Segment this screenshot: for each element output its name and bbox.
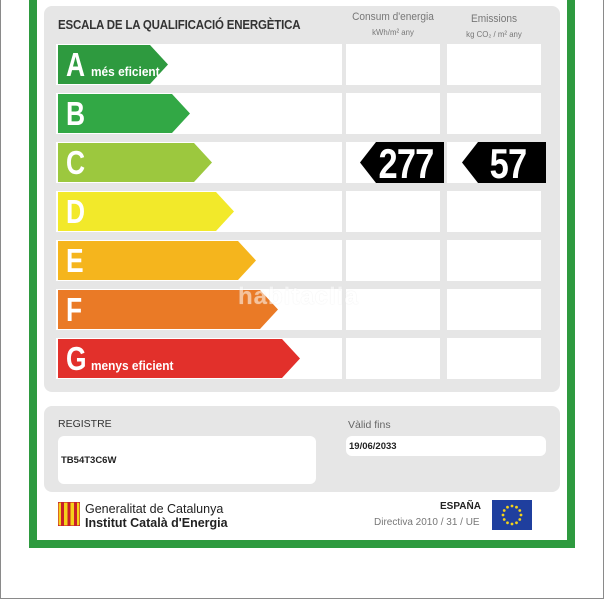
generalitat-logo-icon xyxy=(58,502,80,526)
registry-value: TB54T3C6W xyxy=(61,455,117,466)
directive-label: Directiva 2010 / 31 / UE xyxy=(374,517,480,528)
consumption-cell xyxy=(346,289,440,330)
class-letter: E xyxy=(66,242,84,279)
valid-date: 19/06/2033 xyxy=(349,441,397,452)
energy-class-e xyxy=(58,241,256,280)
eu-star xyxy=(511,505,514,508)
org-name: Generalitat de Catalunya xyxy=(85,502,224,516)
emissions-header xyxy=(451,13,537,41)
eu-star xyxy=(520,514,523,517)
emissions-value: 57 xyxy=(489,140,527,187)
consumption-rating-tag xyxy=(360,140,444,187)
class-description: més eficient xyxy=(91,65,160,79)
class-letter: B xyxy=(66,95,86,132)
emissions-cell xyxy=(447,338,541,379)
energy-class-g xyxy=(58,339,300,378)
emissions-cell xyxy=(447,93,541,134)
consumption-cell xyxy=(346,338,440,379)
emissions-unit: kg CO₂ / m² any xyxy=(466,29,522,39)
eu-star xyxy=(506,506,509,509)
eu-star xyxy=(515,521,518,524)
footer-organization xyxy=(85,502,228,530)
class-letter: A xyxy=(66,46,86,83)
eu-star xyxy=(502,514,505,517)
eu-star xyxy=(515,506,518,509)
consumption-unit: kWh/m² any xyxy=(372,27,414,37)
energy-class-a xyxy=(58,45,168,84)
class-letter: C xyxy=(66,144,86,181)
class-letter: G xyxy=(66,340,87,377)
consumption-value: 277 xyxy=(378,140,434,187)
institute-name: Institut Català d'Energia xyxy=(85,516,228,530)
energy-class-b xyxy=(58,94,190,133)
eu-star xyxy=(503,509,506,512)
eu-star xyxy=(518,518,521,521)
consumption-header xyxy=(350,11,436,39)
consumption-cell xyxy=(346,93,440,134)
energy-class-d xyxy=(58,192,234,231)
emissions-cell xyxy=(447,240,541,281)
class-description: menys eficient xyxy=(91,359,174,373)
country-label: ESPAÑA xyxy=(440,501,481,512)
eu-star xyxy=(518,509,521,512)
watermark: habitaclia xyxy=(238,283,359,310)
emissions-cell xyxy=(447,44,541,85)
energy-class-c xyxy=(58,143,212,182)
emissions-cell xyxy=(447,191,541,232)
consumption-cell xyxy=(346,240,440,281)
eu-star xyxy=(511,523,514,526)
consumption-header-label: Consum d'energia xyxy=(352,11,434,23)
emissions-rating-tag xyxy=(462,140,546,187)
class-letter: F xyxy=(66,291,83,328)
registry-label: REGISTRE xyxy=(58,418,112,430)
eu-star xyxy=(503,518,506,521)
scale-title: ESCALA DE LA QUALIFICACIÓ ENERGÈTICA xyxy=(58,18,301,32)
valid-until-label: Vàlid fins xyxy=(348,419,391,431)
emissions-cell xyxy=(447,289,541,330)
emissions-header-label: Emissions xyxy=(470,13,518,25)
eu-star xyxy=(506,521,509,524)
eu-flag-icon xyxy=(492,500,532,530)
consumption-cell xyxy=(346,191,440,232)
class-arrow-shape xyxy=(58,241,256,280)
class-letter: D xyxy=(66,193,86,230)
consumption-cell xyxy=(346,44,440,85)
